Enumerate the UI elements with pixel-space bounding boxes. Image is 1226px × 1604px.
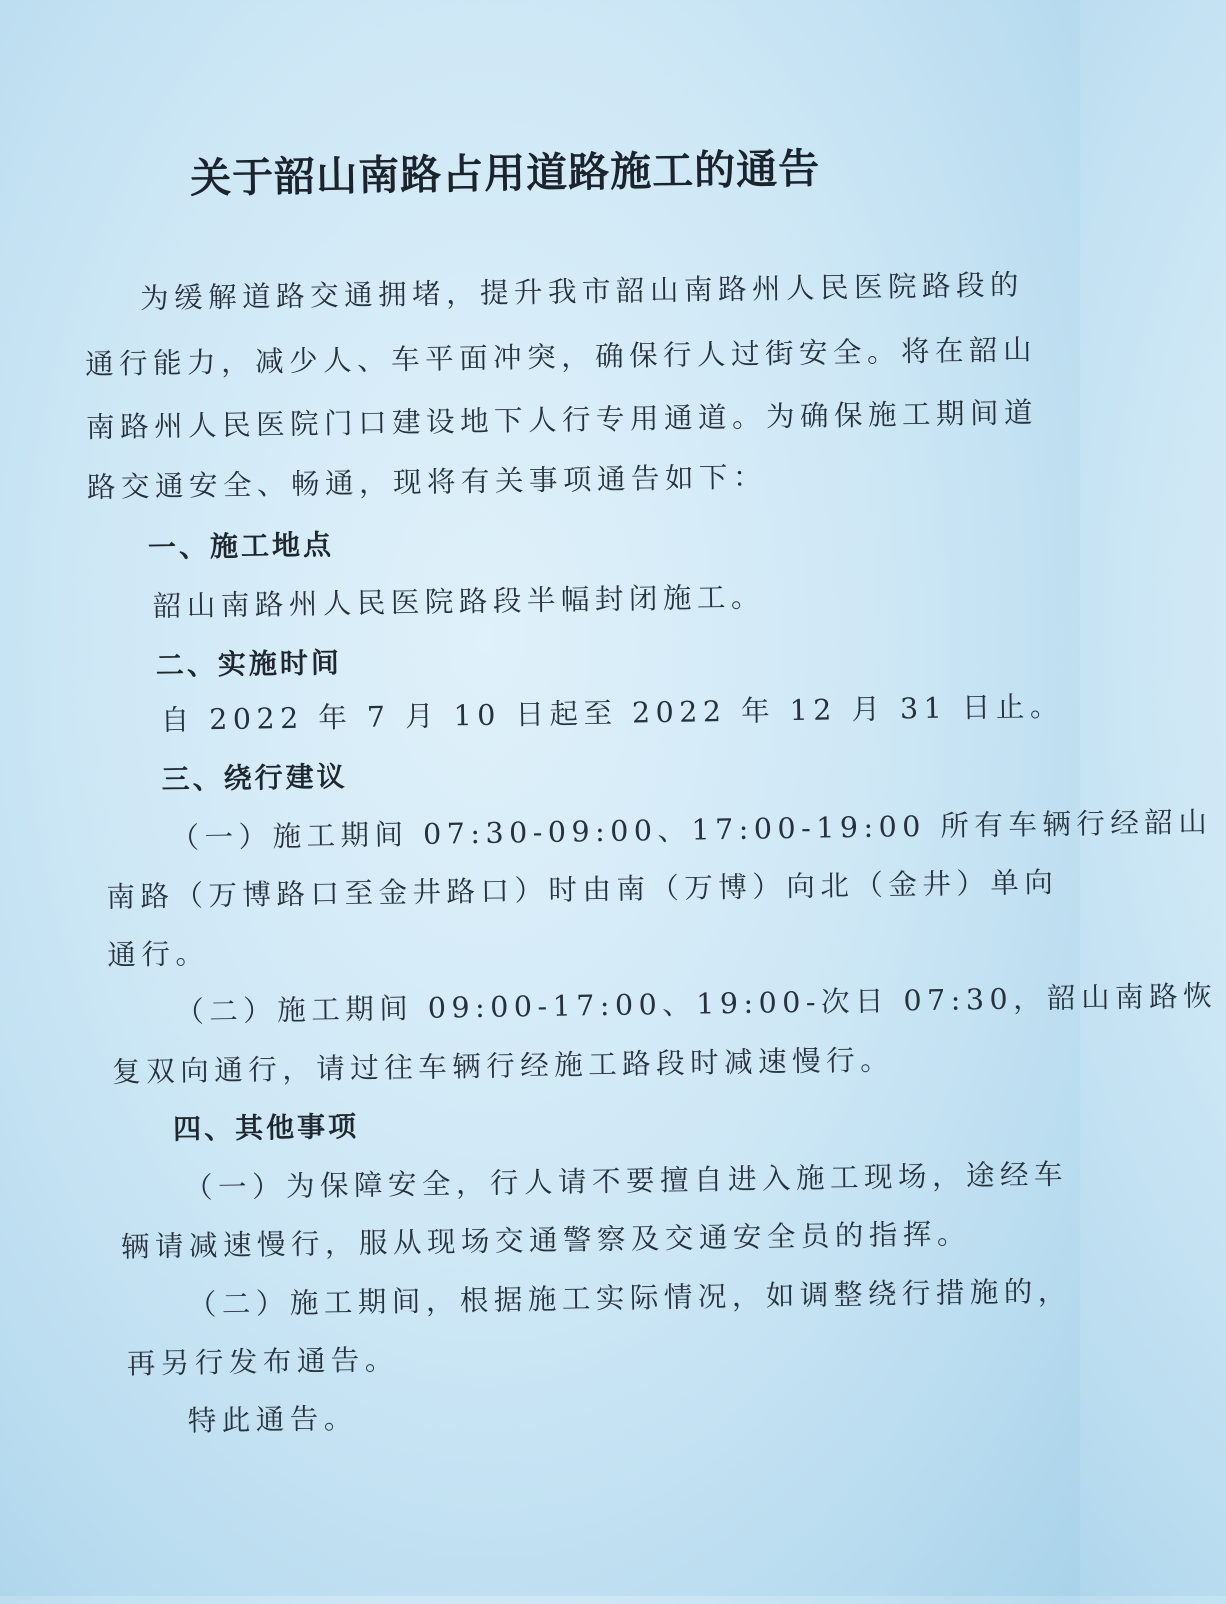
notice-title: 关于韶山南路占用道路施工的通告 (189, 144, 821, 203)
other-item-1-line: 辆请减速慢行，服从现场交通警察及交通安全员的指挥。 (120, 1217, 972, 1264)
closing-text: 特此通告。 (187, 1401, 358, 1438)
intro-line: 南路州人民医院门口建设地下人行专用通道。为确保施工期间道 (85, 396, 1039, 445)
section-heading-other: 四、其他事项 (172, 1109, 360, 1146)
detour-item-1-line: 通行。 (107, 937, 210, 972)
detour-item-2-line: （二）施工期间 09:00-17:00、19:00-次日 07:30，韶山南路恢 (175, 979, 1218, 1029)
intro-line: 为缓解道路交通拥堵，提升我市韶山南路州人民医院路段的 (139, 268, 1025, 316)
other-item-1-line: （一）为保障安全，行人请不要擅自进入施工现场，途经车 (183, 1157, 1069, 1205)
detour-item-2-line: 复双向通行，请过往车辆行经施工路段时减速慢行。 (111, 1043, 895, 1089)
section-heading-time: 二、实施时间 (155, 646, 343, 683)
location-text: 韶山南路州人民医院路段半幅封闭施工。 (152, 580, 766, 624)
time-text: 自 2022 年 7 月 10 日起至 2022 年 12 月 31 日止。 (160, 689, 1065, 737)
detour-item-1-line: （一）施工期间 07:30-09:00、17:00-19:00 所有车辆行经韶山 (170, 805, 1213, 855)
section-heading-detour: 三、绕行建议 (161, 760, 348, 796)
detour-item-1-line: 南路（万博路口至金井路口）时由南（万博）向北（金井）单向 (106, 865, 1059, 914)
section-heading-location: 一、施工地点 (147, 528, 335, 565)
intro-line: 路交通安全、畅通，现将有关事项通告如下： (86, 460, 768, 505)
other-item-2-line: 再另行发布通告。 (126, 1343, 400, 1381)
intro-line: 通行能力，减少人、车平面冲突，确保行人过街安全。将在韶山 (84, 333, 1038, 382)
other-item-2-line: （二）施工期间，根据施工实际情况，如调整绕行措施的， (187, 1274, 1073, 1322)
